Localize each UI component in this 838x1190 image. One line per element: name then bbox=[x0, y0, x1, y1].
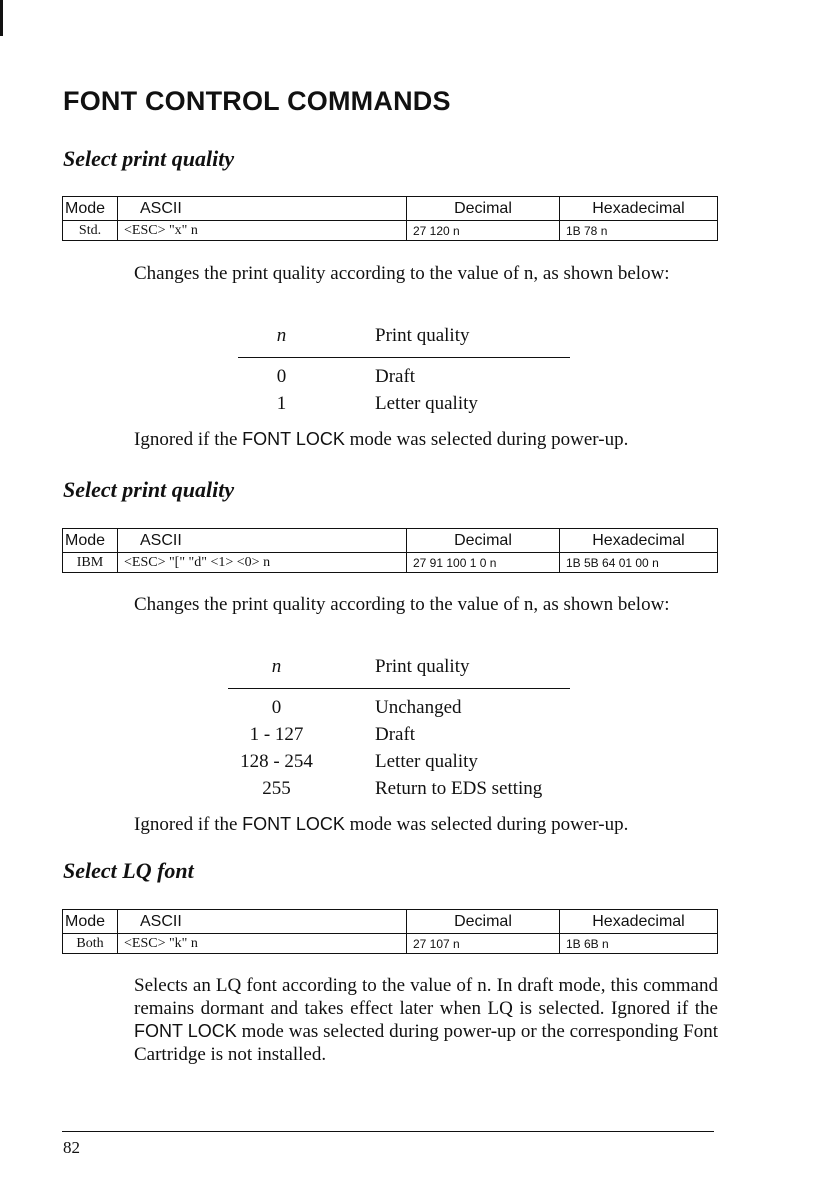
cell-mode: Both bbox=[63, 934, 118, 954]
print-quality-table-std bbox=[238, 325, 570, 417]
header-ascii: ASCII bbox=[118, 197, 407, 221]
print-quality-table-ibm bbox=[228, 656, 570, 802]
cell-ascii: <ESC> "x" n bbox=[118, 221, 407, 241]
quality-n-value: 255 bbox=[262, 777, 291, 799]
quality-row bbox=[228, 775, 570, 802]
header-ascii: ASCII bbox=[118, 529, 407, 553]
section-description: Changes the print quality according to the value of n, as shown below: bbox=[134, 594, 670, 615]
section-description: Changes the print quality according to the value of n, as shown below: bbox=[134, 263, 670, 284]
cell-mode: IBM bbox=[63, 553, 118, 573]
header-decimal: Decimal bbox=[407, 529, 560, 553]
command-table-std bbox=[62, 196, 718, 241]
quality-value: Letter quality bbox=[375, 392, 478, 414]
header-mode: Mode bbox=[63, 197, 118, 221]
cell-ascii: <ESC> "k" n bbox=[118, 934, 407, 954]
description-text: mode was selected during power-up or the corresponding Font Cartridge is not installed. bbox=[134, 1021, 719, 1065]
section-heading-select-lq-font: Select LQ font bbox=[63, 858, 194, 883]
header-hexadecimal: Hexadecimal bbox=[560, 529, 718, 553]
quality-row bbox=[238, 390, 570, 417]
header-ascii: ASCII bbox=[118, 910, 407, 934]
quality-table-header bbox=[228, 656, 570, 689]
page-title: FONT CONTROL COMMANDS bbox=[63, 86, 451, 116]
command-table-header bbox=[63, 529, 718, 553]
quality-n-value: 0 bbox=[276, 365, 287, 387]
cell-ascii: <ESC> "[" "d" <1> <0> n bbox=[118, 553, 407, 573]
note-text: mode was selected during power-up. bbox=[349, 814, 629, 835]
note-text: mode was selected during power-up. bbox=[349, 429, 629, 450]
quality-col-n: n bbox=[228, 656, 325, 689]
font-lock-keyword: FONT LOCK bbox=[242, 429, 345, 449]
quality-col-n: n bbox=[238, 325, 325, 358]
header-hexadecimal: Hexadecimal bbox=[560, 910, 718, 934]
quality-row bbox=[228, 748, 570, 775]
cell-mode: Std. bbox=[63, 221, 118, 241]
font-lock-note bbox=[134, 813, 718, 836]
cell-hexadecimal: 1B 78 n bbox=[560, 221, 718, 241]
header-mode: Mode bbox=[63, 910, 118, 934]
font-lock-keyword: FONT LOCK bbox=[242, 814, 345, 834]
command-table-row bbox=[63, 934, 718, 954]
cell-decimal: 27 107 n bbox=[407, 934, 560, 954]
note-text: Ignored if the bbox=[134, 429, 238, 450]
note-text: Ignored if the bbox=[134, 814, 238, 835]
quality-value: Return to EDS setting bbox=[375, 777, 543, 799]
description-text: Selects an LQ font according to the value of n. In draft mode, this command remains dormant and takes effect later when LQ is selected. Ignored if the bbox=[134, 975, 718, 1019]
command-table-row bbox=[63, 221, 718, 241]
quality-value: Draft bbox=[375, 723, 416, 745]
quality-value: Unchanged bbox=[375, 696, 462, 718]
header-mode: Mode bbox=[63, 529, 118, 553]
font-lock-keyword: FONT LOCK bbox=[134, 1021, 237, 1041]
command-table-header bbox=[63, 197, 718, 221]
quality-col-print-quality: Print quality bbox=[375, 325, 570, 358]
header-decimal: Decimal bbox=[407, 197, 560, 221]
section-heading-print-quality-std: Select print quality bbox=[63, 146, 235, 171]
cell-hexadecimal: 1B 5B 64 01 00 n bbox=[560, 553, 718, 573]
lq-font-description bbox=[134, 974, 718, 1066]
section-heading-print-quality-ibm: Select print quality bbox=[63, 477, 235, 502]
header-hexadecimal: Hexadecimal bbox=[560, 197, 718, 221]
quality-n-value: 128 - 254 bbox=[240, 750, 313, 772]
quality-row bbox=[238, 358, 570, 391]
command-table-header bbox=[63, 910, 718, 934]
page-number: 82 bbox=[63, 1138, 80, 1157]
quality-value: Letter quality bbox=[375, 750, 478, 772]
quality-value: Draft bbox=[375, 365, 416, 387]
quality-row bbox=[228, 721, 570, 748]
quality-n-value: 1 - 127 bbox=[249, 723, 304, 745]
edge-mark bbox=[0, 0, 3, 36]
cell-decimal: 27 91 100 1 0 n bbox=[407, 553, 560, 573]
quality-n-value: 0 bbox=[271, 696, 282, 718]
quality-col-print-quality: Print quality bbox=[375, 656, 570, 689]
command-table-row bbox=[63, 553, 718, 573]
command-table-lq-font bbox=[62, 909, 718, 954]
quality-table-header bbox=[238, 325, 570, 358]
cell-hexadecimal: 1B 6B n bbox=[560, 934, 718, 954]
header-decimal: Decimal bbox=[407, 910, 560, 934]
command-table-ibm bbox=[62, 528, 718, 573]
quality-n-value: 1 bbox=[276, 392, 287, 414]
quality-row bbox=[228, 689, 570, 722]
font-lock-note bbox=[134, 428, 718, 451]
cell-decimal: 27 120 n bbox=[407, 221, 560, 241]
footer-rule bbox=[62, 1131, 714, 1132]
